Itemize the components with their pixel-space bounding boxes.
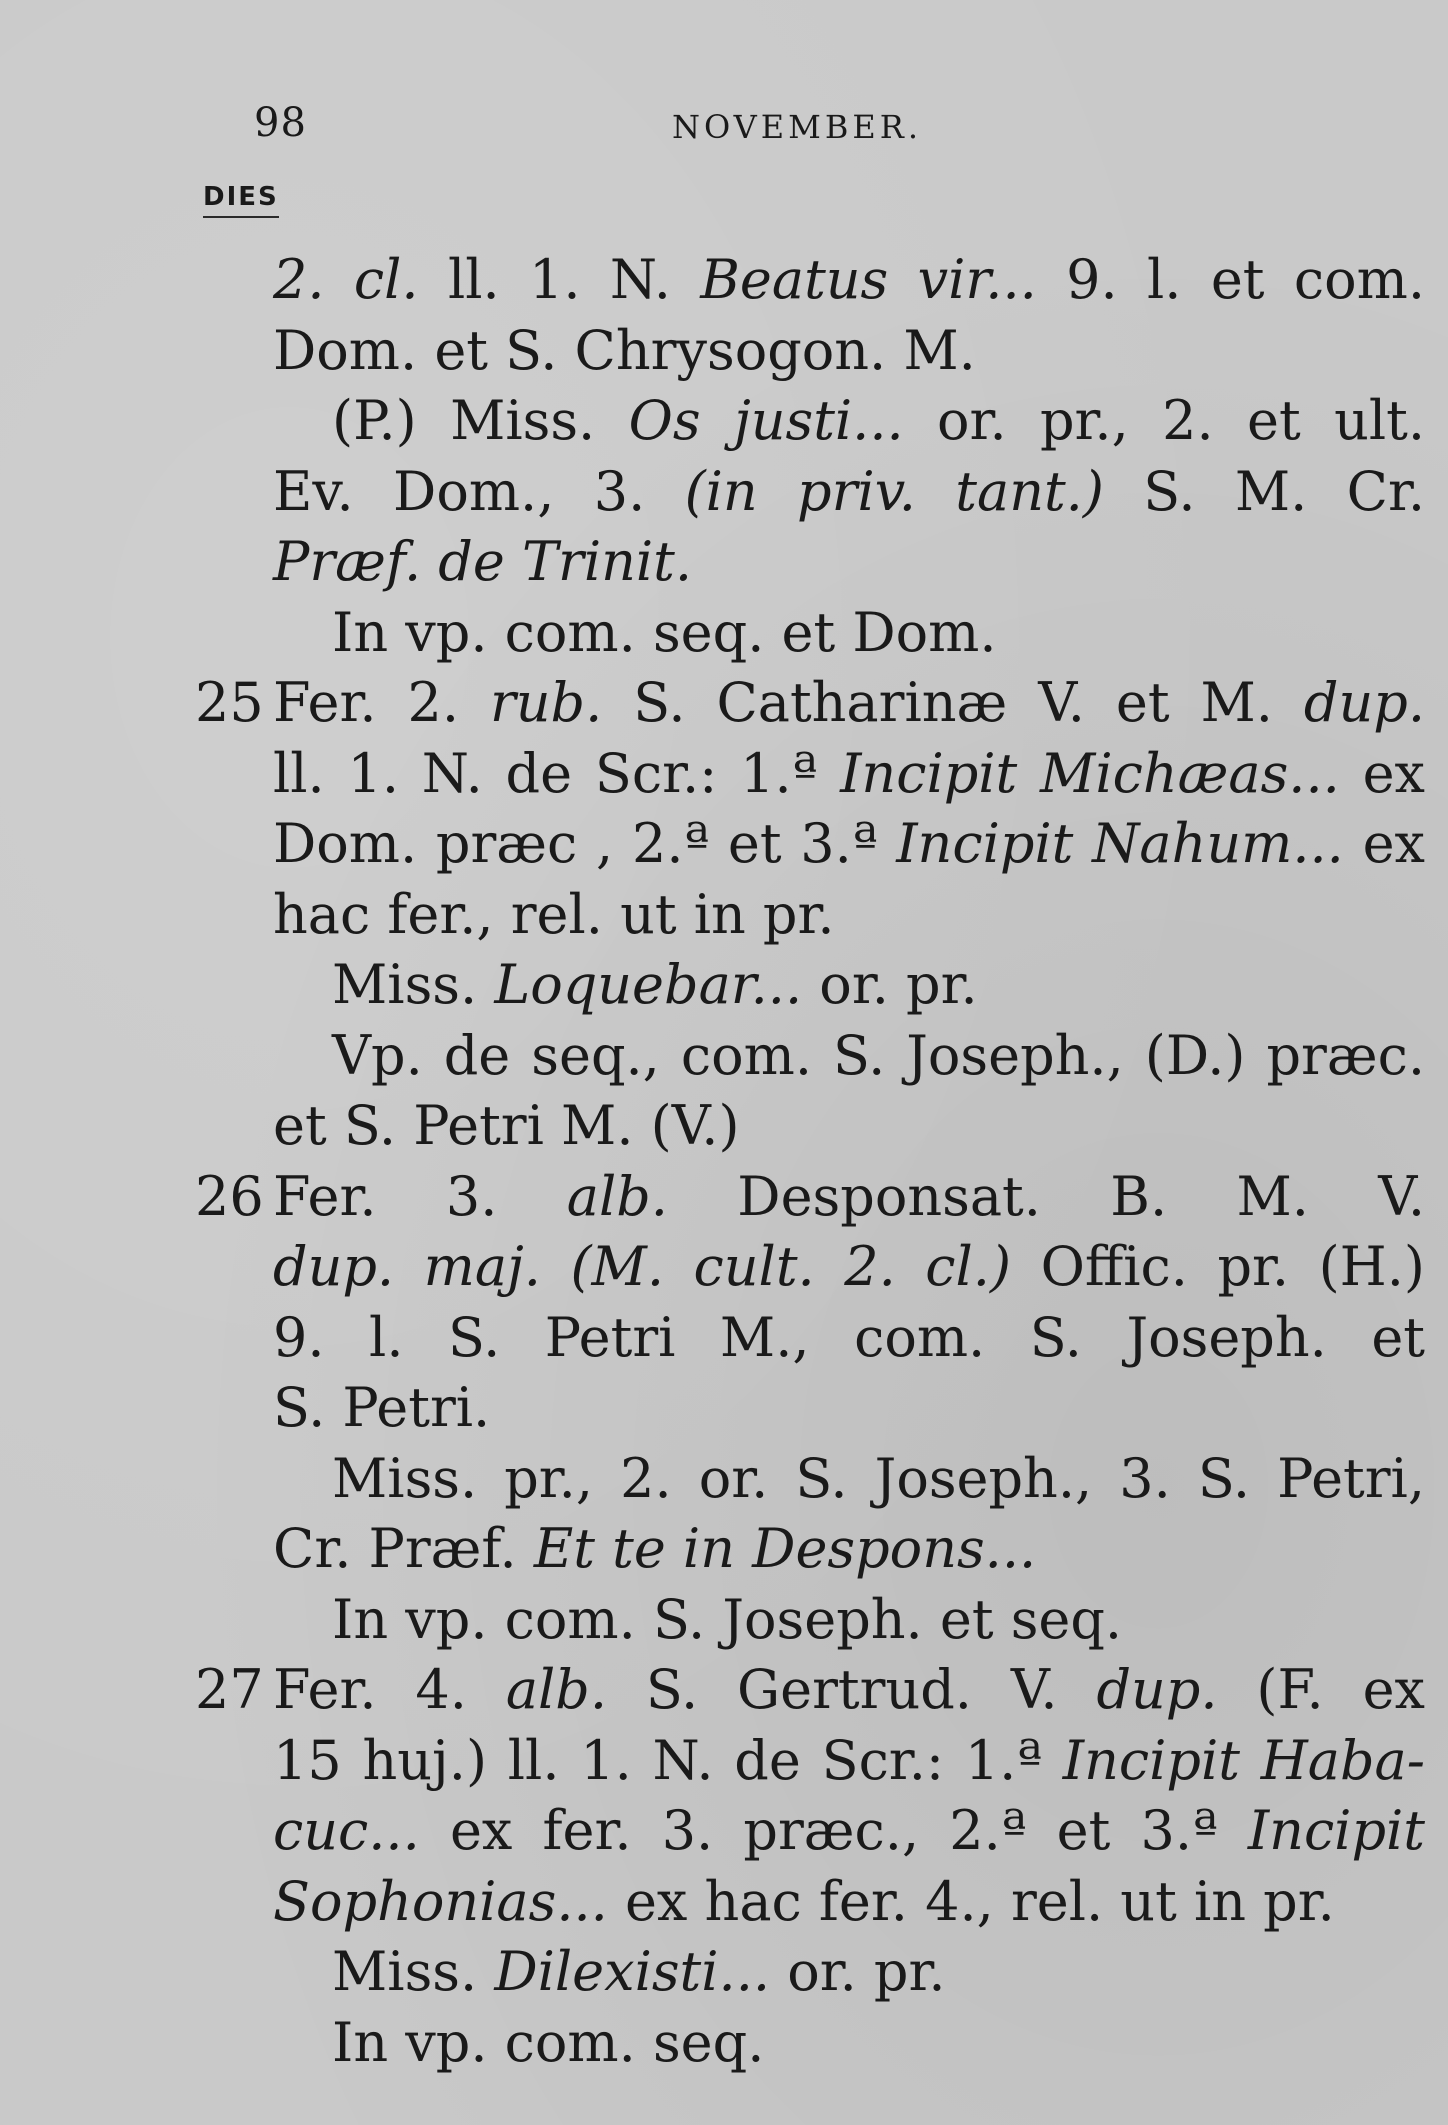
text-body bbox=[195, 245, 1425, 2078]
text-line bbox=[195, 1373, 1425, 1444]
day-number: 27 bbox=[195, 1658, 264, 1721]
text-line bbox=[195, 527, 1425, 598]
text-line bbox=[195, 739, 1425, 810]
day-number: 26 bbox=[195, 1164, 264, 1228]
line-text: Cr. Præf. Et te in Despons... bbox=[273, 1517, 1037, 1580]
text-line bbox=[195, 950, 1425, 1021]
text-line bbox=[195, 598, 1425, 669]
line-text: Miss. Dilexisti... or. pr. bbox=[332, 1940, 946, 2003]
text-line bbox=[195, 1303, 1425, 1374]
text-line bbox=[195, 1655, 1425, 1726]
text-line bbox=[195, 1091, 1425, 1162]
day-number: 25 bbox=[195, 671, 264, 734]
line-text: (P.) Miss. Os justi... or. pr., 2. et ult. bbox=[332, 389, 1425, 452]
line-text: Ev. Dom., 3. (in priv. tant.) S. M. Cr. bbox=[273, 459, 1425, 523]
text-line bbox=[195, 245, 1425, 316]
running-head: NOVEMBER. bbox=[672, 108, 923, 146]
line-text: In vp. com. seq. bbox=[332, 2010, 765, 2074]
line-text: Fer. 3. alb. Desponsat. B. M. V. bbox=[273, 1164, 1425, 1228]
text-line bbox=[195, 1726, 1425, 1797]
text-line bbox=[195, 1444, 1425, 1515]
text-line bbox=[195, 809, 1425, 880]
line-text: In vp. com. seq. et Dom. bbox=[332, 600, 997, 664]
line-text: Fer. 2. rub. S. Catharinæ V. et M. dup. bbox=[273, 671, 1425, 734]
line-text: cuc... ex fer. 3. præc., 2.ª et 3.ª Incipit bbox=[273, 1799, 1425, 1862]
page-number: 98 bbox=[254, 100, 307, 146]
line-text: Dom. præc , 2.ª et 3.ª Incipit Nahum... ex bbox=[273, 812, 1425, 875]
text-line bbox=[195, 1867, 1425, 1938]
text-line bbox=[195, 1232, 1425, 1303]
text-line bbox=[195, 880, 1425, 951]
line-text: dup. maj. (M. cult. 2. cl.) Offic. pr. (H.) bbox=[273, 1235, 1425, 1298]
text-line bbox=[195, 386, 1425, 457]
line-text: hac fer., rel. ut in pr. bbox=[273, 882, 835, 946]
text-line bbox=[195, 1796, 1425, 1867]
line-text: Vp. de seq., com. S. Joseph., (D.) præc. bbox=[332, 1023, 1425, 1087]
text-line bbox=[195, 1514, 1425, 1585]
line-text: 9. l. S. Petri M., com. S. Joseph. et bbox=[273, 1305, 1425, 1369]
text-line bbox=[195, 1021, 1425, 1092]
line-text: Miss. Loquebar... or. pr. bbox=[332, 953, 978, 1016]
text-line bbox=[195, 668, 1425, 739]
line-text: Miss. pr., 2. or. S. Joseph., 3. S. Petri, bbox=[332, 1446, 1425, 1510]
text-line bbox=[195, 2008, 1425, 2079]
text-line bbox=[195, 1937, 1425, 2008]
text-line bbox=[195, 1585, 1425, 1656]
text-line bbox=[195, 1162, 1425, 1233]
line-text: Præf. de Trinit. bbox=[273, 530, 693, 593]
line-text: Dom. et S. Chrysogon. M. bbox=[273, 318, 976, 382]
line-text: S. Petri. bbox=[273, 1376, 491, 1439]
text-line bbox=[195, 316, 1425, 387]
text-line bbox=[195, 457, 1425, 528]
line-text: ll. 1. N. de Scr.: 1.ª Incipit Michæas... ex bbox=[273, 741, 1425, 805]
line-text: 2. cl. ll. 1. N. Beatus vir... 9. l. et com. bbox=[273, 248, 1425, 311]
line-text: et S. Petri M. (V.) bbox=[273, 1094, 740, 1157]
line-text: Fer. 4. alb. S. Gertrud. V. dup. (F. ex bbox=[273, 1658, 1425, 1721]
line-text: 15 huj.) ll. 1. N. de Scr.: 1.ª Incipit Haba- bbox=[273, 1728, 1425, 1792]
column-label: DIES bbox=[203, 182, 279, 218]
line-text: In vp. com. S. Joseph. et seq. bbox=[332, 1587, 1123, 1651]
line-text: Sophonias... ex hac fer. 4., rel. ut in pr. bbox=[273, 1869, 1335, 1933]
